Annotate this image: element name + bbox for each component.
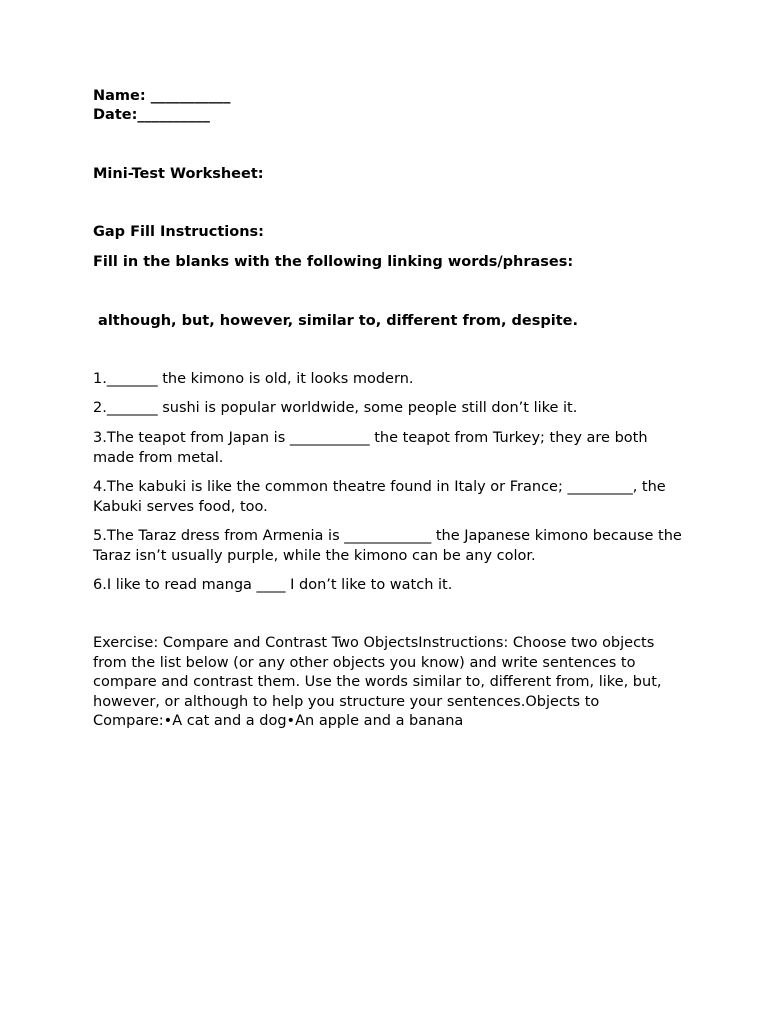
question-2: 2._______ sushi is popular worldwide, some people still don’t like it. bbox=[93, 400, 578, 416]
question-1: 1._______ the kimono is old, it looks modern. bbox=[93, 371, 414, 387]
gap-fill-instruction: Fill in the blanks with the following linking words/phrases: bbox=[93, 254, 574, 270]
exercise-paragraph: Exercise: Compare and Contrast Two ObjectsInstructions: Choose two objects from the list below (or any other objects you know) and write sentences to compare and contrast them. Use the words similar to, different from, like, but, however, or although to help you structure your sentences.Objects to Compare:•A cat and a dog•An apple and a banana bbox=[93, 635, 662, 729]
gap-fill-heading: Gap Fill Instructions: bbox=[93, 224, 264, 240]
question-3: 3.The teapot from Japan is ___________ the teapot from Turkey; they are both made from metal. bbox=[93, 430, 648, 466]
worksheet-title: Mini-Test Worksheet: bbox=[93, 166, 264, 182]
question-5: 5.The Taraz dress from Armenia is ____________ the Japanese kimono because the Taraz isn’t usually purple, while the kimono can be any color. bbox=[93, 528, 682, 564]
word-bank: although, but, however, similar to, different from, despite. bbox=[93, 313, 579, 329]
date-field-label: Date:__________ bbox=[93, 107, 210, 123]
question-6: 6.I like to read manga ____ I don’t like to watch it. bbox=[93, 577, 453, 593]
question-4: 4.The kabuki is like the common theatre found in Italy or France; _________, the Kabuki serves food, too. bbox=[93, 479, 666, 515]
name-field-label: Name: ___________ bbox=[93, 88, 231, 104]
